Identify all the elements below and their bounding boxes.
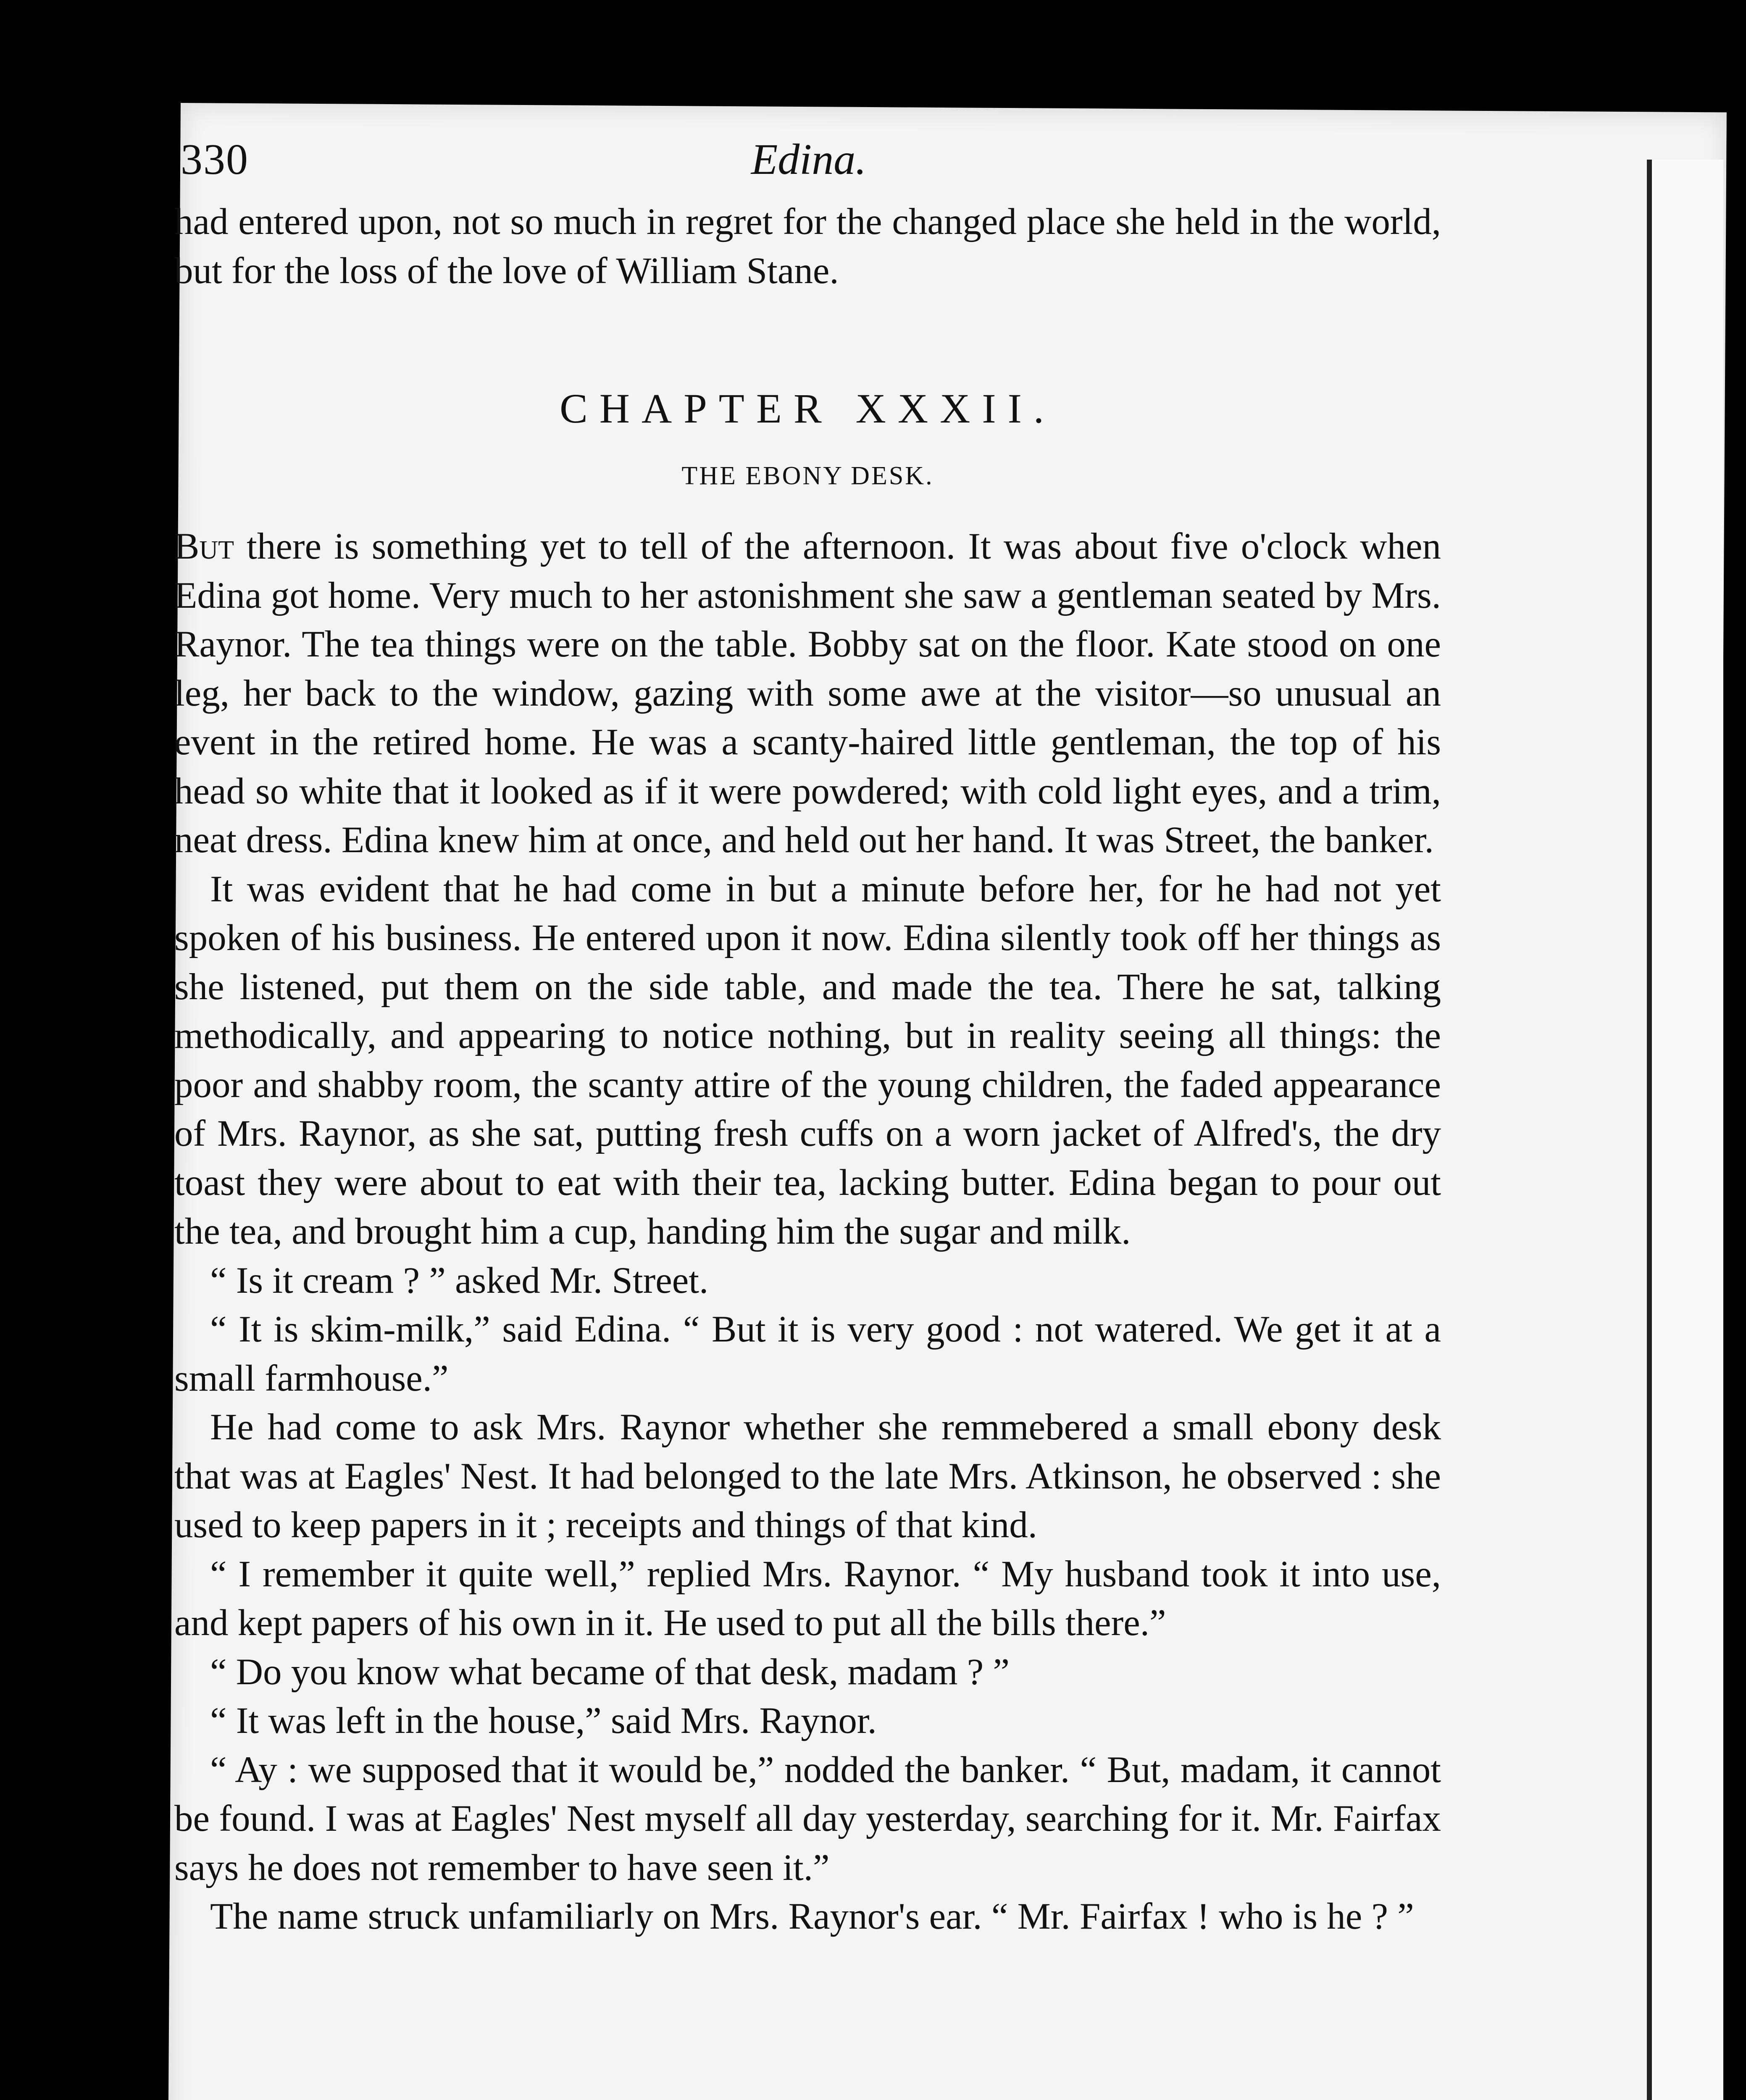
body-text: [174, 197, 1441, 1941]
paragraph-1: [174, 522, 1441, 865]
paragraph-4: “ It is skim-milk,” said Edina. “ But it is very good : not watered. We get it at a small farmhouse.”: [174, 1309, 1441, 1399]
paragraph-5: He had come to ask Mrs. Raynor whether she remmebered a small ebony desk that was at Eagles' Nest. It had belonged to the late Mrs. Atkinson, he observed : she used to keep papers in it ; receipts and things of that kind.: [174, 1407, 1441, 1546]
chapter-subtitle: THE EBONY DESK.: [681, 462, 934, 490]
paragraph-continuation: had entered upon, not so much in regret for the changed place she held in the world, but for the loss of the love of William Stane.: [174, 201, 1441, 291]
chapter-title: CHAPTER XXXII.: [560, 385, 1056, 432]
page-header: [181, 134, 1437, 193]
paragraph-7: “ Do you know what became of that desk, madam ? ”: [210, 1651, 1010, 1693]
paragraph-3: “ Is it cream ? ” asked Mr. Street.: [210, 1260, 709, 1301]
paragraph-1-text: there is something yet to tell of the afternoon. It was about five o'clock when Edina got home. Very much to her astonishment she saw a gentleman seated by Mrs. Raynor. The tea things were on the table. Bobby sat on the floor. Kate stood on one leg, her back to the window, gazing with some awe at the visitor—so unusual an event in the retired home. He was a scanty-haired little gentleman, the top of his head so white that it looked as if it were powdered; with cold light eyes, and a trim, neat dress. Edina knew him at once, and held out her hand. It was Street, the banker.: [174, 526, 1441, 861]
paragraph-9: “ Ay : we supposed that it would be,” nodded the banker. “ But, madam, it cannot be found. I was at Eagles' Nest myself all day yesterday, searching for it. Mr. Fairfax says he does not remember to have seen it.”: [174, 1749, 1441, 1888]
paragraph-2: It was evident that he had come in but a minute before her, for he had not yet spoken of his business. He entered upon it now. Edina silently took off her things as she listened, put them on the side table, and made the tea. There he sat, talking methodically, and appearing to notice nothing, but in reality seeing all things: the poor and shabby room, the scanty attire of the young children, the faded appearance of Mrs. Raynor, as she sat, putting fresh cuffs on a worn jacket of Alfred's, the dry toast they were about to eat with their tea, lacking butter. Edina began to pour out the tea, and brought him a cup, handing him the sugar and milk.: [174, 868, 1441, 1252]
paragraph-8: “ It was left in the house,” said Mrs. Raynor.: [210, 1700, 877, 1741]
page-edge: [1647, 160, 1723, 2100]
small-caps-lead: But: [174, 526, 234, 567]
page-number: 330: [181, 135, 249, 184]
paragraph-6: “ I remember it quite well,” replied Mrs. Raynor. “ My husband took it into use, and kept papers of his own in it. He used to put all the bills there.”: [174, 1553, 1441, 1643]
running-title: Edina.: [751, 135, 867, 184]
paragraph-10: The name struck unfamiliarly on Mrs. Raynor's ear. “ Mr. Fairfax ! who is he ? ”: [210, 1896, 1414, 1937]
